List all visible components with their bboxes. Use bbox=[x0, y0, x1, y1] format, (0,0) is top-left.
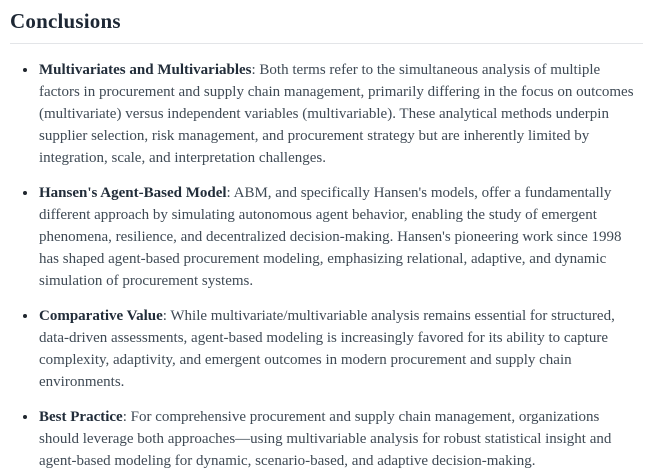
conclusion-bullet bbox=[38, 59, 643, 169]
bullet-body-text: : For comprehensive procurement and supply chain management, organizations should leverage both approaches—using multivariable analysis for robust statistical insight and agent-based modeling for dynamic, scenario-based, and adaptive decision-making. bbox=[39, 409, 612, 469]
conclusions-list bbox=[10, 59, 643, 472]
conclusion-bullet bbox=[38, 182, 643, 292]
bullet-lead-text: Comparative Value bbox=[39, 308, 163, 324]
page-title: Conclusions bbox=[10, 9, 121, 33]
bullet-body-text: : While multivariate/multivariable analysis remains essential for structured, data-driven assessments, agent-based modeling is increasingly favored for its ability to capture complexity, adaptivity, and emergent outcomes in modern procurement and supply chain environments. bbox=[39, 308, 615, 390]
bullet-body-text: : ABM, and specifically Hansen's models, offer a fundamentally different approach by simulating autonomous agent behavior, enabling the study of emergent phenomena, resilience, and decentralized decision-making. Hansen's pioneering work since 1998 has shaped agent-based procurement modeling, emphasizing relational, adaptive, and dynamic simulation of procurement systems. bbox=[39, 185, 622, 289]
title-divider bbox=[10, 43, 643, 44]
bullet-body-text: : Both terms refer to the simultaneous analysis of multiple factors in procurement and supply chain management, primarily differing in the focus on outcomes (multivariate) versus independent variables (multivariable). These analytical methods underpin supplier selection, risk management, and procurement strategy but are inherently limited by integration, scale, and interpretation challenges. bbox=[39, 62, 634, 166]
conclusion-bullet bbox=[38, 406, 643, 472]
bullet-lead-text: Multivariates and Multivariables bbox=[39, 62, 252, 78]
bullet-lead-text: Best Practice bbox=[39, 409, 123, 425]
bullet-lead-text: Hansen's Agent-Based Model bbox=[39, 185, 227, 201]
conclusion-bullet bbox=[38, 305, 643, 393]
